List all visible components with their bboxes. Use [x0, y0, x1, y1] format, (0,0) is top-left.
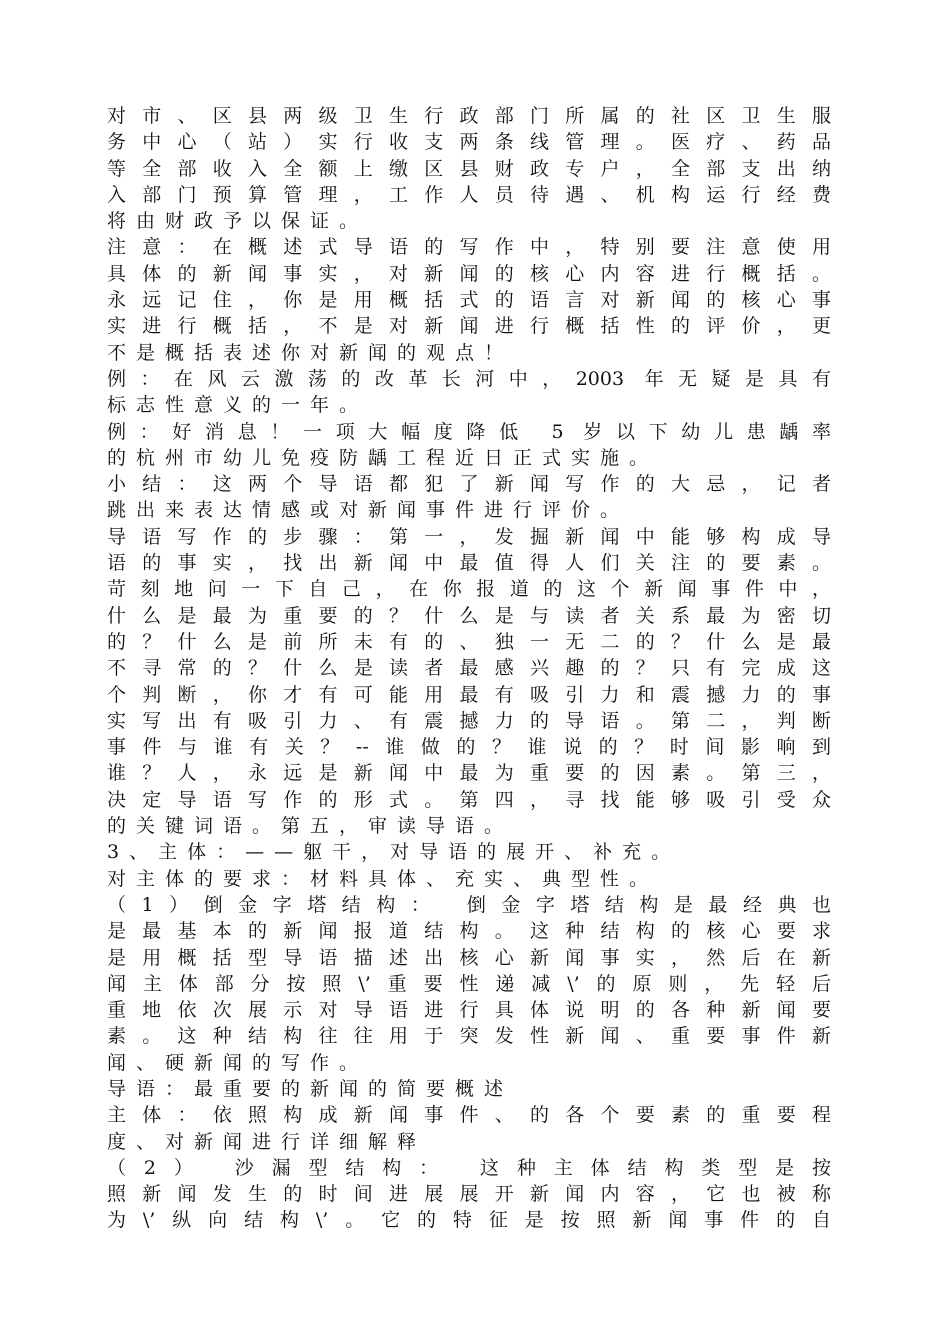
text-line: 跳出来表达情感或对新闻事件进行评价。	[107, 499, 630, 522]
text-line: 重地依次展示对导语进行具体说明的各种新闻要	[107, 999, 831, 1022]
text-line: 标志性意义的一年。	[107, 394, 369, 417]
text-line: 照新闻发生的时间进展展开新闻内容，它也被称	[107, 1183, 831, 1206]
document-body	[107, 103, 831, 1234]
text-line: 永远记住，你是用概括式的语言对新闻的核心事	[107, 289, 831, 312]
text-line: 闻主体部分按照\’重要性递减\’的原则，先轻后	[107, 972, 831, 995]
text-line: 对主体的要求：材料具体、充实、典型性。	[107, 867, 659, 890]
text-line: 主体：依照构成新闻事件、的各个要素的重要程	[107, 1104, 831, 1127]
text-line: 务中心（站）实行收支两条线管理。医疗、药品	[107, 131, 831, 154]
text-line: 为\’纵向结构\’。它的特征是按照新闻事件的自	[107, 1209, 831, 1232]
text-line: 闻、硬新闻的写作。	[107, 1051, 369, 1074]
text-line: 不寻常的？什么是读者最感兴趣的？只有完成这	[107, 657, 831, 680]
text-line: 是最基本的新闻报道结构。这种结构的核心要求	[107, 920, 831, 943]
text-line: 不是概括表述你对新闻的观点！	[107, 341, 514, 364]
text-line: 素。这种结构往往用于突发性新闻、重要事件新	[107, 1025, 831, 1048]
text-line: 语的事实，找出新闻中最值得人们关注的要素。	[107, 552, 831, 575]
text-line: 对市、区县两级卫生行政部门所属的社区卫生服	[107, 105, 831, 127]
text-line: （1）倒金字塔结构： 倒金字塔结构是最经典也	[107, 893, 831, 916]
text-line: 是用概括型导语描述出核心新闻事实，然后在新	[107, 946, 831, 969]
text-line: （2） 沙漏型结构： 这种主体结构类型是按	[107, 1156, 831, 1179]
text-line: 实进行概括，不是对新闻进行概括性的评价，更	[107, 315, 831, 338]
text-line: 决定导语写作的形式。第四，寻找能够吸引受众	[107, 788, 831, 811]
text-line: 例：好消息！一项大幅度降低 5 岁以下幼儿患龋率	[107, 420, 831, 443]
text-line: 具体的新闻事实，对新闻的核心内容进行概括。	[107, 262, 831, 285]
text-line: 导语写作的步骤：第一，发掘新闻中能够构成导	[107, 525, 831, 548]
text-line: 的杭州市幼儿免疫防龋工程近日正式实施。	[107, 446, 659, 469]
text-line: 的？什么是前所未有的、独一无二的？什么是最	[107, 630, 831, 653]
text-line: 什么是最为重要的？什么是与读者关系最为密切	[107, 604, 831, 627]
text-line: 实写出有吸引力、有震撼力的导语。第二，判断	[107, 709, 831, 732]
text-line: 入部门预算管理，工作人员待遇、机构运行经费	[107, 183, 831, 206]
text-line: 个判断，你才有可能用最有吸引力和震撼力的事	[107, 683, 831, 706]
text-line: 将由财政予以保证。	[107, 210, 369, 233]
text-line: 等全部收入全额上缴区县财政专户，全部支出纳	[107, 157, 831, 180]
text-line: 度、对新闻进行详细解释	[107, 1130, 427, 1153]
text-line: 谁？人，永远是新闻中最为重要的因素。第三，	[107, 762, 831, 785]
text-line: 3、主体：——躯干，对导语的展开、补充。	[107, 841, 681, 864]
text-line: 事件与谁有关？--谁做的？谁说的？时间影响到	[107, 736, 831, 759]
text-line: 苛刻地问一下自己，在你报道的这个新闻事件中，	[107, 578, 831, 601]
text-line: 例：在风云激荡的改革长河中，2003 年无疑是具有	[107, 367, 831, 390]
text-line: 导语：最重要的新闻的简要概述	[107, 1077, 514, 1100]
text-line: 小结：这两个导语都犯了新闻写作的大忌，记者	[107, 473, 831, 496]
text-line: 注意：在概述式导语的写作中，特别要注意使用	[107, 236, 831, 259]
text-line: 的关键词语。第五，审读导语。	[107, 815, 514, 838]
